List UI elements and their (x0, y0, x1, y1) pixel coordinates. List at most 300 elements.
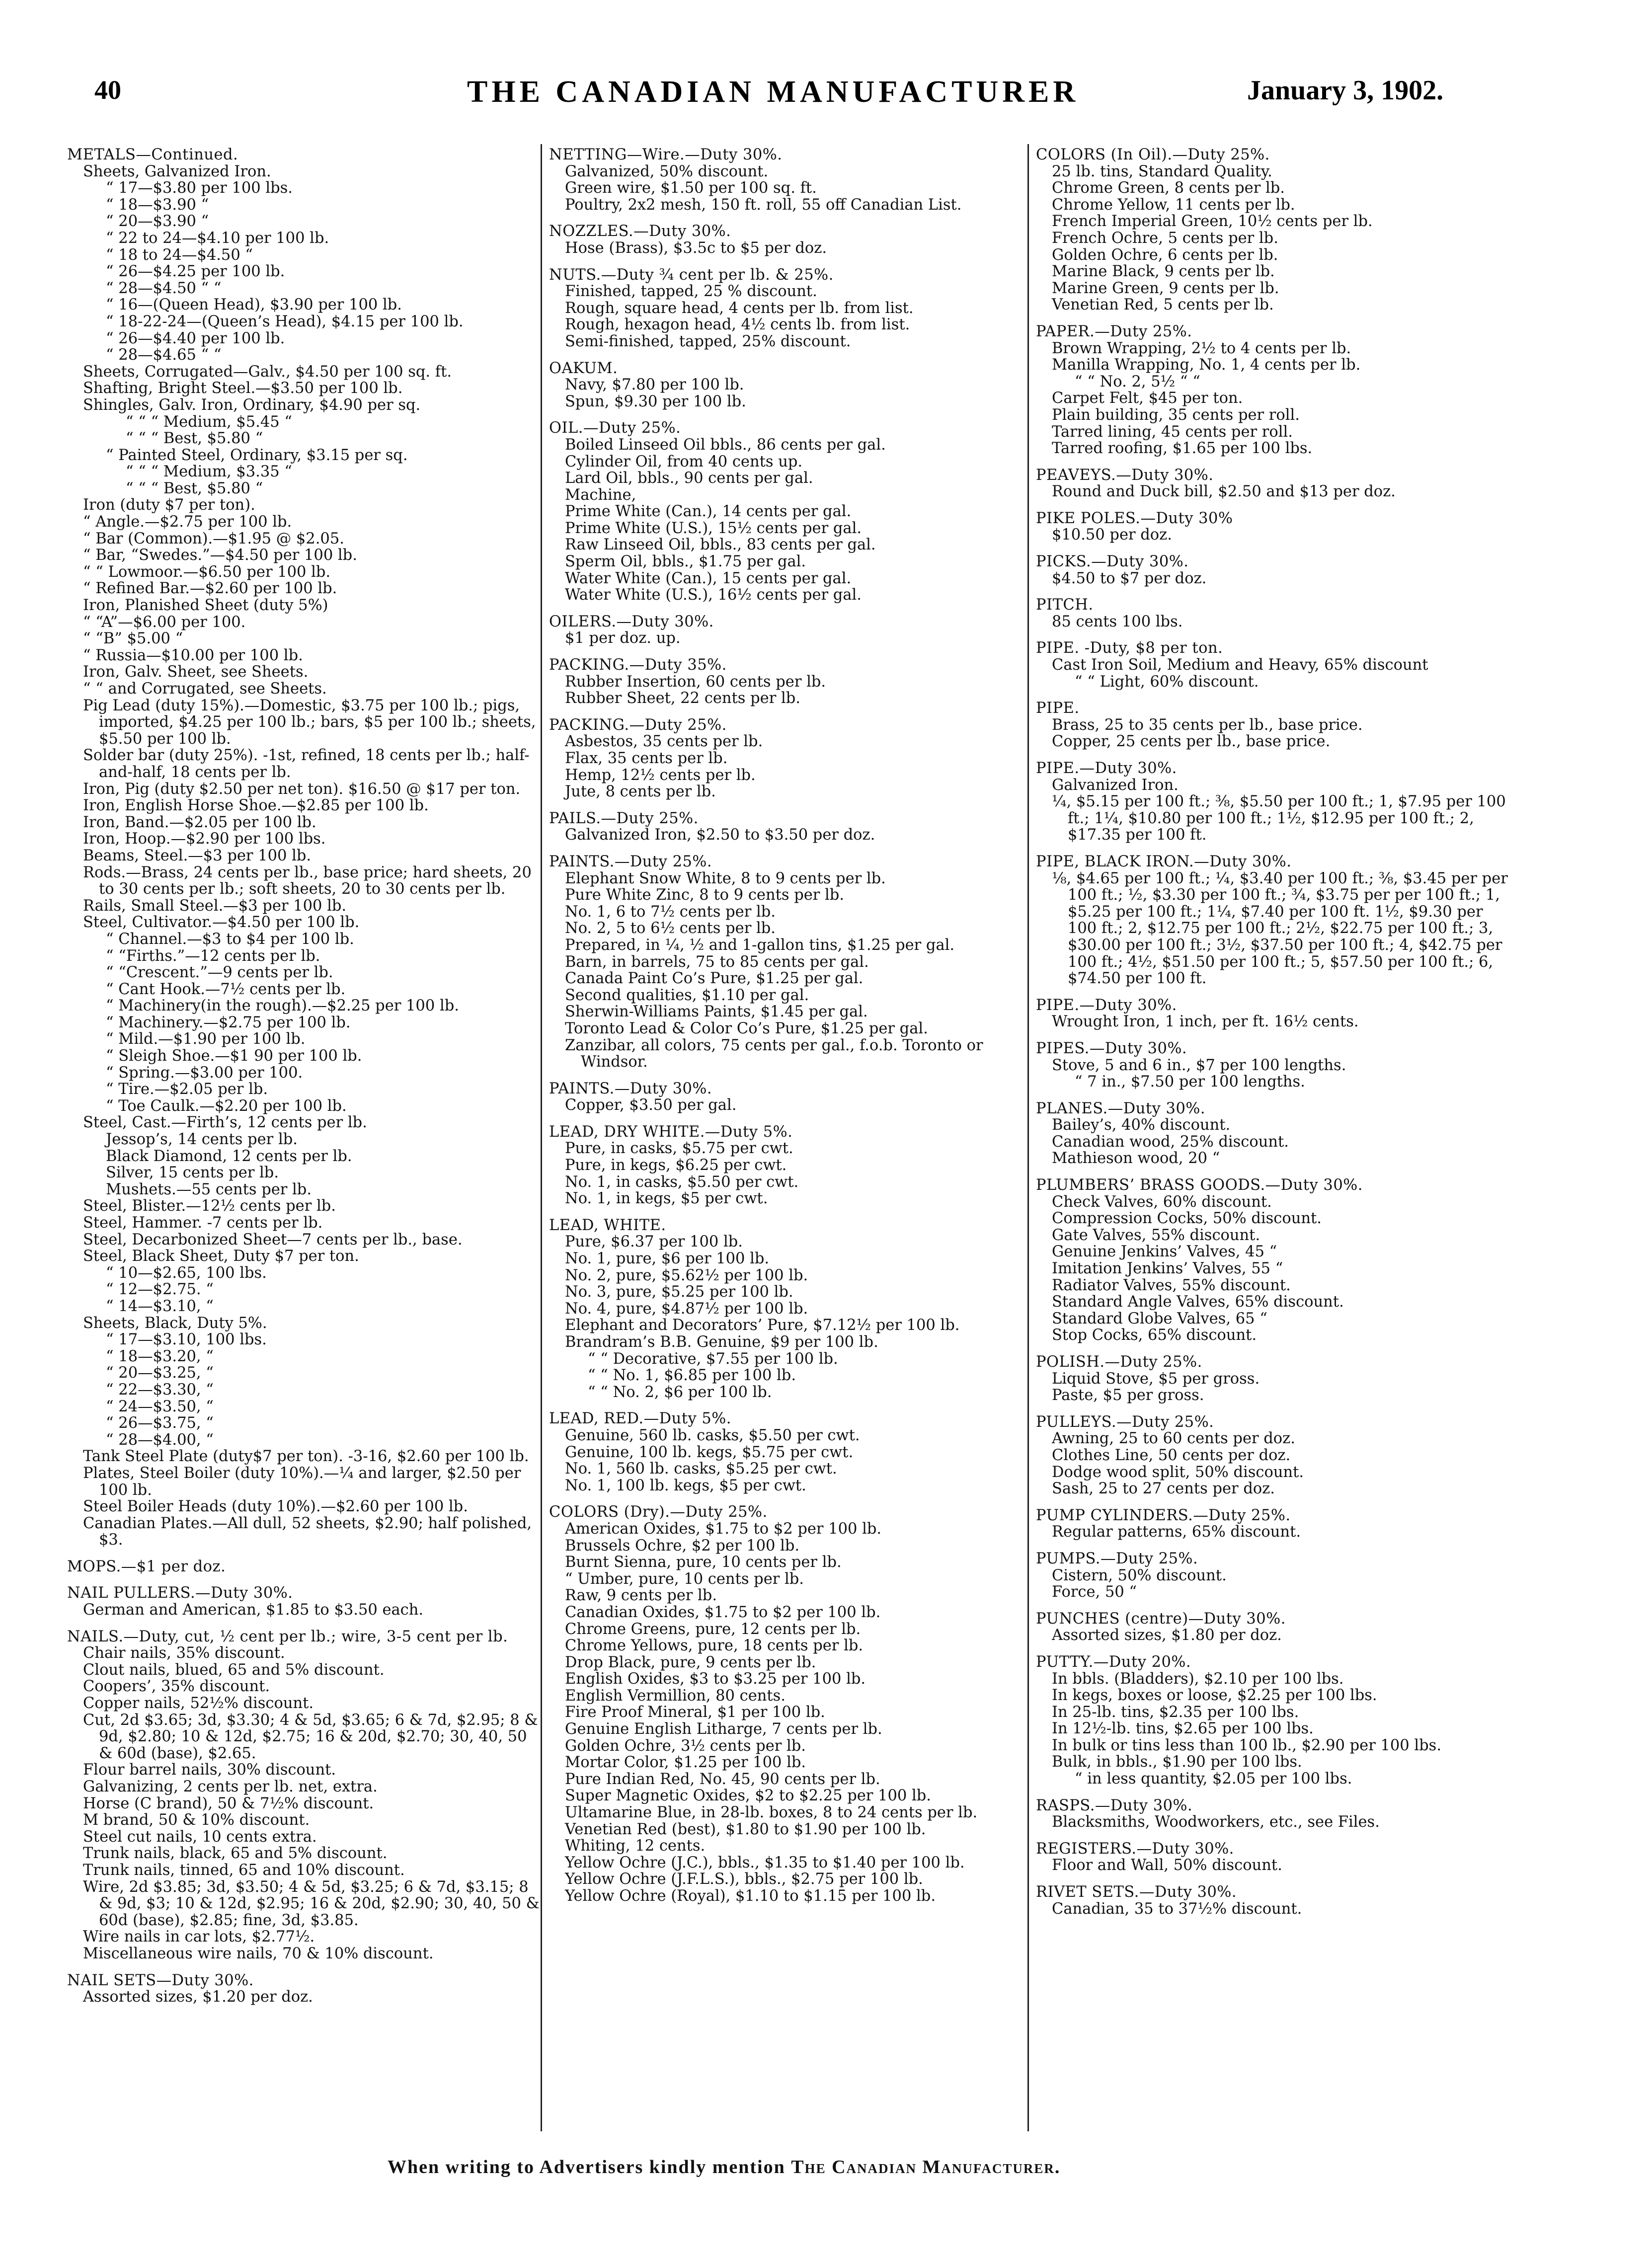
section-heading: OAKUM. (549, 359, 618, 377)
price-line: Genuine Jenkins’ Valves, 45 “ (1052, 1243, 1277, 1261)
price-section (1036, 1507, 1513, 1541)
price-section (549, 1410, 1031, 1494)
price-section (1036, 700, 1513, 750)
price-line: “ 17—$3.10, 100 lbs. (106, 1331, 267, 1349)
price-line: Elephant Snow White, 8 to 9 cents per lb. (565, 869, 886, 887)
price-line: No. 1, pure, $6 per 100 lb. (565, 1250, 770, 1268)
price-line: “ Angle.—$2.75 per 100 lb. (83, 513, 292, 531)
price-line: Copper nails, 52½% discount. (83, 1695, 314, 1712)
price-section (1036, 1040, 1513, 1090)
section-heading: PLANES.—Duty 30%. (1036, 1099, 1206, 1117)
price-line: “ Bar, “Swedes.”—$4.50 per 100 lb. (83, 546, 357, 564)
price-section (549, 614, 1031, 647)
price-section (549, 267, 1031, 350)
price-line: Shingles, Galv. Iron, Ordinary, $4.90 per sq. (83, 396, 421, 414)
price-line: “ 18-22-24—(Queen’s Head), $4.15 per 100 lb. (106, 312, 464, 330)
price-line: Beams, Steel.—$3 per 100 lb. (83, 847, 312, 864)
price-section (1036, 147, 1513, 313)
section-heading: PICKS.—Duty 30%. (1036, 553, 1189, 571)
price-line: No. 1, 6 to 7½ cents per lb. (565, 903, 776, 921)
price-line: Trunk nails, tinned, 65 and 10% discount. (83, 1861, 405, 1879)
price-line: Miscellaneous wire nails, 70 & 10% discount. (83, 1945, 434, 1962)
section-heading: METALS—Continued. (67, 146, 238, 163)
price-section (549, 420, 1031, 604)
price-section (1036, 467, 1513, 500)
price-line: No. 1, in casks, $5.50 per cwt. (565, 1173, 799, 1191)
price-line: Standard Angle Valves, 65% discount. (1052, 1293, 1344, 1311)
price-line: Plain building, 35 cents per roll. (1052, 406, 1300, 424)
price-line: Marine Green, 9 cents per lb. (1052, 279, 1279, 297)
price-line: Marine Black, 9 cents per lb. (1052, 263, 1275, 281)
price-line: Brass, 25 to 35 cents per lb., base price. (1052, 716, 1363, 734)
price-line: “ Channel.—$3 to $4 per 100 lb. (106, 930, 354, 948)
price-line: Iron, Pig (duty $2.50 per net ton). $16.50 @ $17 per ton. (83, 780, 521, 798)
price-line: Chrome Yellows, pure, 18 cents per lb. (565, 1637, 864, 1655)
price-line: “ 16—(Queen Head), $3.90 per 100 lb. (106, 296, 402, 314)
section-heading: PAPER.—Duty 25%. (1036, 322, 1192, 340)
price-line: “ Tire.—$2.05 per lb. (106, 1081, 268, 1098)
price-section (549, 223, 1031, 256)
section-heading: PIKE POLES.—Duty 30% (1036, 509, 1233, 527)
price-line: Cylinder Oil, from 40 cents up. (565, 453, 803, 470)
price-line: “ Refined Bar.—$2.60 per 100 lb. (83, 580, 337, 598)
price-line: Genuine English Litharge, 7 cents per lb. (565, 1720, 882, 1738)
price-line: Super Magnetic Oxides, $2 to $2.25 per 100 lb. (565, 1787, 931, 1805)
section-heading: NAIL PULLERS.—Duty 30%. (67, 1584, 293, 1602)
price-line: Tarred lining, 45 cents per roll. (1052, 423, 1293, 441)
section-heading: NETTING—Wire.—Duty 30%. (549, 146, 783, 163)
price-section (549, 657, 1031, 707)
price-line: Dodge wood split, 50% discount. (1052, 1463, 1304, 1481)
price-line: Canada Paint Co’s Pure, $1.25 per gal. (565, 970, 864, 988)
price-line: In 25-lb. tins, $2.35 per 100 lbs. (1052, 1703, 1299, 1721)
price-line: Clothes Line, 50 cents per doz. (1052, 1446, 1291, 1464)
price-line: French Imperial Green, 10½ cents per lb. (1052, 213, 1373, 231)
price-line: Assorted sizes, $1.80 per doz. (1052, 1627, 1282, 1644)
price-line: Navy, $7.80 per 100 lb. (565, 376, 744, 394)
price-line: Paste, $5 per gross. (1052, 1387, 1204, 1404)
price-line: “ “ No. 2, $6 per 100 lb. (588, 1383, 772, 1401)
price-line: Pure Indian Red, No. 45, 90 cents per lb. (565, 1770, 880, 1788)
price-line: Steel, Blister.—12½ cents per lb. (83, 1197, 336, 1215)
price-column-3 (1036, 147, 1513, 1927)
price-section (549, 147, 1031, 213)
price-line: Galvanized Iron, $2.50 to $3.50 per doz. (565, 826, 875, 844)
price-line: Shafting, Bright Steel.—$3.50 per 100 lb. (83, 380, 403, 397)
price-line: Cast Iron Soil, Medium and Heavy, 65% discount (1052, 656, 1428, 674)
section-heading: COLORS (In Oil).—Duty 25%. (1036, 146, 1270, 163)
section-heading: PUMPS.—Duty 25%. (1036, 1550, 1198, 1567)
section-heading: PULLEYS.—Duty 25%. (1036, 1413, 1214, 1431)
price-line: “ 28—$4.50 “ “ (106, 279, 222, 297)
price-line: Check Valves, 60% discount. (1052, 1193, 1272, 1211)
price-line: Horse (C brand), 50 & 7½% discount. (83, 1794, 374, 1812)
section-heading: OILERS.—Duty 30%. (549, 613, 714, 630)
price-line: Iron, Planished Sheet (duty 5%) (83, 597, 328, 615)
price-line: Canadian Oxides, $1.75 to $2 per 100 lb. (565, 1603, 881, 1621)
price-column-2 (549, 147, 1031, 1915)
price-line: “ 28—$4.00, “ (106, 1431, 214, 1449)
price-line: Stop Cocks, 65% discount. (1052, 1326, 1257, 1344)
price-line: Chrome Greens, pure, 12 cents per lb. (565, 1620, 861, 1638)
price-line: Green wire, $1.50 per 100 sq. ft. (565, 179, 817, 197)
price-line: “ Machinery(in the rough).—$2.25 per 100 lb. (106, 997, 459, 1015)
price-line: “ in less quantity, $2.05 per 100 lbs. (1075, 1770, 1352, 1788)
price-line: “ Mild.—$1.90 per 100 lb. (106, 1030, 306, 1048)
price-line: Wire nails in car lots, $2.77½. (83, 1928, 315, 1946)
price-line: “ 24—$3.50, “ (106, 1398, 214, 1415)
price-line: Sash, 25 to 27 cents per doz. (1052, 1480, 1275, 1498)
price-line: Rods.—Brass, 24 cents per lb., base price; hard sheets, 20 to 30 cents per lb.; soft sheets, 20 to 30 cents per lb. (83, 863, 532, 898)
section-heading: PAINTS.—Duty 30%. (549, 1080, 712, 1097)
price-section (67, 147, 544, 1549)
price-line: Prime White (Can.), 14 cents per gal. (565, 503, 852, 521)
price-line: “ “ Decorative, $7.55 per 100 lb. (588, 1350, 838, 1368)
price-line: Mathieson wood, 20 “ (1052, 1150, 1220, 1167)
price-line: Galvanized Iron. (1052, 776, 1179, 794)
price-line: Venetian Red, 5 cents per lb. (1052, 296, 1274, 314)
price-line: Flax, 35 cents per lb. (565, 750, 728, 767)
price-section (67, 1972, 544, 2006)
price-line: Radiator Valves, 55% discount. (1052, 1276, 1291, 1294)
price-line: Yellow Ochre (Royal), $1.10 to $1.15 per 100 lb. (565, 1887, 936, 1905)
price-section (1036, 1551, 1513, 1601)
price-line: “ Spring.—$3.00 per 100. (106, 1064, 303, 1082)
price-section (1036, 760, 1513, 844)
price-line: Sheets, Corrugated—Galv., $4.50 per 100 sq. ft. (83, 363, 452, 381)
price-line: “ “B” $5.00 “ (83, 630, 183, 648)
price-line: Pure, in casks, $5.75 per cwt. (565, 1140, 793, 1158)
price-section (1036, 1884, 1513, 1917)
price-section (67, 1585, 544, 1618)
price-line: No. 3, pure, $5.25 per 100 lb. (565, 1283, 793, 1301)
price-line: Steel, Cultivator.—$4.50 per 100 lb. (83, 914, 360, 932)
price-line: Gate Valves, 55% discount. (1052, 1226, 1260, 1244)
price-line: “ “ “ Medium, $3.35 “ (126, 463, 292, 481)
price-line: In kegs, boxes or loose, $2.25 per 100 lbs. (1052, 1687, 1377, 1705)
price-line: Canadian Plates.—All dull, 52 sheets, $2.90; half polished, $3. (83, 1514, 532, 1549)
price-line: Mortar Color, $1.25 per 100 lb. (565, 1754, 806, 1772)
price-section (67, 1629, 544, 1962)
section-heading: PIPE. -Duty, $8 per ton. (1036, 639, 1223, 657)
price-line: Chair nails, 35% discount. (83, 1644, 285, 1662)
price-line: Rubber Sheet, 22 cents per lb. (565, 690, 800, 707)
price-line: 85 cents 100 lbs. (1052, 613, 1183, 630)
price-line: Force, 50 “ (1052, 1583, 1137, 1601)
section-heading: REGISTERS.—Duty 30%. (1036, 1840, 1234, 1858)
price-line: “ Russia—$10.00 per 100 lb. (83, 646, 303, 664)
price-line: Cut, 2d $3.65; 3d, $3.30; 4 & 5d, $3.65; 6 & 7d, $2.95; 8 & 9d, $2.80; 10 & 12d, $2.75; 16 & 20d, $2.70; 30, 40, 50 & 60d (base), $2.65. (83, 1711, 538, 1762)
price-line: French Ochre, 5 cents per lb. (1052, 229, 1278, 247)
price-line: Coopers’, 35% discount. (83, 1678, 270, 1696)
price-line: “ 28—$4.65 “ “ (106, 346, 222, 364)
section-heading: PEAVEYS.—Duty 30%. (1036, 466, 1214, 484)
price-line: Yellow Ochre (J.F.L.S.), bbls., $2.75 per 100 lb. (565, 1870, 923, 1888)
price-section (1036, 323, 1513, 457)
price-line: Asbestos, 35 cents per lb. (565, 733, 763, 751)
price-line: No. 2, 5 to 6½ cents per lb. (565, 920, 776, 937)
price-column-1 (67, 147, 544, 2016)
price-section (1036, 597, 1513, 630)
section-heading: PIPES.—Duty 30%. (1036, 1039, 1187, 1057)
price-line: Drop Black, pure, 9 cents per lb. (565, 1653, 816, 1671)
price-line: “ 18—$3.20, “ (106, 1347, 214, 1365)
price-section (1036, 1841, 1513, 1874)
price-line: “ 20—$3.25, “ (106, 1364, 214, 1382)
price-line: Fire Proof Mineral, $1 per 100 lb. (565, 1704, 825, 1721)
price-line: Lard Oil, bbls., 90 cents per gal. (565, 469, 813, 487)
price-line: Manilla Wrapping, No. 1, 4 cents per lb. (1052, 356, 1361, 374)
price-line: Prime White (U.S.), 15½ cents per gal. (565, 519, 862, 537)
section-heading: PIPE.—Duty 30%. (1036, 760, 1177, 777)
price-line: “ “ No. 2, 5½ “ “ (1075, 373, 1200, 390)
price-line: English Vermillion, 80 cents. (565, 1687, 786, 1705)
price-section (1036, 640, 1513, 690)
section-heading: PUTTY.—Duty 20%. (1036, 1653, 1191, 1671)
price-line: Round and Duck bill, $2.50 and $13 per doz. (1052, 483, 1396, 501)
price-line: “ “A”—$6.00 per 100. (83, 613, 246, 631)
price-line: Brown Wrapping, 2½ to 4 cents per lb. (1052, 339, 1351, 357)
price-line: Genuine, 100 lb. kegs, $5.75 per cwt. (565, 1443, 854, 1461)
price-line: Jessop’s, 14 cents per lb. (106, 1131, 298, 1149)
price-line: “ 26—$4.25 per 100 lb. (106, 263, 285, 281)
section-heading: LEAD, WHITE. (549, 1216, 666, 1234)
price-line: No. 1, in kegs, $5 per cwt. (565, 1190, 768, 1208)
price-line: Bailey’s, 40% discount. (1052, 1116, 1231, 1134)
price-line: Sheets, Galvanized Iron. (83, 162, 271, 180)
price-line: Silver, 15 cents per lb. (106, 1164, 279, 1182)
price-line: Toronto Lead & Color Co’s Pure, $1.25 per gal. (565, 1019, 928, 1037)
price-line: Pig Lead (duty 15%).—Domestic, $3.75 per 100 lb.; pigs, imported, $4.25 per 100 lb.; bars, $5 per 100 lb.; sheets, $5.50 per 100 lb. (83, 697, 536, 748)
price-line: No. 1, 560 lb. casks, $5.25 per cwt. (565, 1460, 837, 1478)
section-heading: RASPS.—Duty 30%. (1036, 1796, 1193, 1814)
price-section (549, 717, 1031, 800)
section-heading: NUTS.—Duty ¾ cent per lb. & 25%. (549, 266, 834, 284)
price-line: Clout nails, blued, 65 and 5% discount. (83, 1661, 385, 1679)
price-line: “ “ and Corrugated, see Sheets. (83, 680, 327, 698)
price-line: Tarred roofing, $1.65 per 100 lbs. (1052, 440, 1313, 458)
price-line: Wrought Iron, 1 inch, per ft. 16½ cents. (1052, 1013, 1359, 1031)
price-line: No. 2, pure, $5.62½ per 100 lb. (565, 1266, 808, 1284)
section-heading: PUMP CYLINDERS.—Duty 25%. (1036, 1506, 1291, 1524)
price-line: Mushets.—55 cents per lb. (106, 1180, 312, 1198)
price-line: “ 12—$2.75. “ (106, 1281, 214, 1299)
price-line: Blacksmiths, Woodworkers, etc., see Files. (1052, 1813, 1380, 1831)
price-line: “ 18—$3.90 “ (106, 196, 209, 214)
price-line: Floor and Wall, 50% discount. (1052, 1857, 1282, 1874)
price-line: English Oxides, $3 to $3.25 per 100 lb. (565, 1670, 866, 1688)
price-line: M brand, 50 & 10% discount. (83, 1811, 310, 1829)
price-line: Venetian Red (best), $1.80 to $1.90 per 100 lb. (565, 1820, 926, 1838)
price-line: “ “ “ Best, $5.80 “ (126, 479, 263, 497)
price-line: Steel cut nails, 10 cents extra. (83, 1828, 317, 1846)
price-line: “ 10—$2.65, 100 lbs. (106, 1264, 267, 1282)
price-line: Rough, hexagon head, 4½ cents lb. from list. (565, 316, 910, 334)
price-line: Compression Cocks, 50% discount. (1052, 1210, 1322, 1228)
footer-publication: The Canadian Manufacturer. (791, 2157, 1061, 2178)
price-line: Pure, in kegs, $6.25 per cwt. (565, 1157, 787, 1174)
section-heading: POLISH.—Duty 25%. (1036, 1353, 1202, 1371)
price-line: Jute, 8 cents per lb. (565, 783, 716, 801)
price-section (1036, 1654, 1513, 1788)
price-line: “ 22—$3.30, “ (106, 1381, 214, 1399)
price-line: “ Cant Hook.—7½ cents per lb. (106, 980, 346, 998)
price-line: Raw Linseed Oil, bbls., 83 cents per gal. (565, 536, 876, 554)
price-line: Whiting, 12 cents. (565, 1837, 706, 1855)
price-line: Tank Steel Plate (duty$7 per ton). -3-16, $2.60 per 100 lb. (83, 1448, 529, 1466)
price-line: Barn, in barrels, 75 to 85 cents per gal. (565, 953, 869, 971)
price-line: Machine, (565, 486, 636, 504)
price-line: Solder bar (duty 25%). -1st, refined, 18 cents per lb.; half-and-half, 18 cents per lb. (83, 747, 530, 781)
price-line: Poultry, 2x2 mesh, 150 ft. roll, 55 off Canadian List. (565, 196, 962, 214)
price-section (1036, 1414, 1513, 1497)
price-section (549, 810, 1031, 844)
price-line: Canadian wood, 25% discount. (1052, 1133, 1289, 1151)
price-line: German and American, $1.85 to $3.50 each. (83, 1601, 424, 1619)
price-line: Rough, square head, 4 cents per lb. from list. (565, 299, 914, 317)
price-line: “ “Firths.”—12 cents per lb. (106, 947, 320, 965)
price-line: Hemp, 12½ cents per lb. (565, 766, 756, 784)
price-line: Awning, 25 to 60 cents per doz. (1052, 1430, 1295, 1448)
section-heading: OIL.—Duty 25%. (549, 419, 681, 437)
price-line: Steel, Cast.—Firth’s, 12 cents per lb. (83, 1114, 367, 1132)
price-line: Iron, Band.—$2.05 per 100 lb. (83, 813, 316, 831)
section-heading: PACKING.—Duty 25%. (549, 716, 727, 734)
price-line: Raw, 9 cents per lb. (565, 1587, 717, 1605)
price-line: “ Umber, pure, 10 cents per lb. (565, 1570, 804, 1588)
price-line: “ Painted Steel, Ordinary, $3.15 per sq. (106, 446, 408, 464)
price-line: Finished, tapped, 25 % discount. (565, 283, 817, 301)
price-section (549, 1217, 1031, 1401)
price-line: Sherwin-Williams Paints, $1.45 per gal. (565, 1003, 868, 1021)
price-line: Plates, Steel Boiler (duty 10%).—¼ and larger, $2.50 per 100 lb. (83, 1464, 521, 1499)
price-line: Trunk nails, black, 65 and 5% discount. (83, 1845, 388, 1863)
price-line: Genuine, 560 lb. casks, $5.50 per cwt. (565, 1426, 860, 1444)
price-line: Imitation Jenkins’ Valves, 55 “ (1052, 1260, 1283, 1278)
section-heading: PIPE. (1036, 700, 1080, 717)
price-line: “ 7 in., $7.50 per 100 lengths. (1075, 1073, 1305, 1091)
footer-text: When writing to Advertisers kindly mention (388, 2157, 786, 2178)
price-line: Copper, $3.50 per gal. (565, 1096, 737, 1114)
price-section (1036, 1177, 1513, 1344)
price-line: In 12½-lb. tins, $2.65 per 100 lbs. (1052, 1720, 1314, 1738)
price-section (1036, 997, 1513, 1030)
price-line: Hose (Brass), $3.5c to $5 per doz. (565, 239, 827, 257)
section-heading: LEAD, DRY WHITE.—Duty 5%. (549, 1123, 793, 1141)
price-line: “ “ Lowmoor.—$6.50 per 100 lb. (83, 563, 331, 581)
price-line: Steel, Decarbonized Sheet—7 cents per lb., base. (83, 1231, 463, 1248)
advertiser-footer (388, 2156, 1060, 2178)
price-line: ¼, $5.15 per 100 ft.; ⅜, $5.50 per 100 ft.; 1, $7.95 per 100 ft.; 1¼, $10.80 per 100 ft.; 1½, $12.95 per 100 ft.; 2, $17.35 per 100 ft. (1052, 793, 1506, 844)
price-line: Elephant and Decorators’ Pure, $7.12½ per 100 lb. (565, 1317, 960, 1334)
price-line: Iron, English Horse Shoe.—$2.85 per 100 lb. (83, 797, 429, 815)
price-line: Spun, $9.30 per 100 lb. (565, 392, 746, 410)
price-line: Burnt Sienna, pure, 10 cents per lb. (565, 1554, 842, 1571)
price-line: “ Toe Caulk.—$2.20 per 100 lb. (106, 1097, 347, 1115)
section-heading: PIPE, BLACK IRON.—Duty 30%. (1036, 853, 1292, 870)
price-line: American Oxides, $1.75 to $2 per 100 lb. (565, 1520, 882, 1538)
section-heading: PLUMBERS’ BRASS GOODS.—Duty 30%. (1036, 1176, 1363, 1194)
price-line: Assorted sizes, $1.20 per doz. (83, 1988, 313, 2006)
publication-title: THE CANADIAN MANUFACTURER (467, 75, 1080, 109)
price-line: Iron, Hoop.—$2.90 per 100 lbs. (83, 830, 326, 848)
price-line: “ Sleigh Shoe.—$1 90 per 100 lb. (106, 1047, 362, 1065)
price-line: No. 4, pure, $4.87½ per 100 lb. (565, 1300, 808, 1318)
price-line: “ Bar (Common).—$1.95 @ $2.05. (83, 530, 344, 547)
price-line: Steel, Hammer. -7 cents per lb. (83, 1214, 323, 1232)
section-heading: PITCH. (1036, 596, 1094, 614)
price-line: Black Diamond, 12 cents per lb. (106, 1147, 352, 1165)
price-line: Water White (Can.), 15 cents per gal. (565, 569, 852, 587)
price-section (1036, 854, 1513, 987)
price-line: Galvanized, 50% discount. (565, 162, 769, 180)
issue-date: January 3, 1902. (1247, 75, 1444, 106)
section-heading: PAINTS.—Duty 25%. (549, 853, 712, 870)
price-line: Pure White Zinc, 8 to 9 cents per lb. (565, 886, 845, 904)
price-line: Wire, 2d $3.85; 3d, $3.50; 4 & 5d, $3.25; 6 & 7d, $3.15; 8 & 9d, $3; 10 & 12d, $2.95; 16 & 20d, $2.90; 30, 40, 50 & 60d (base), $2.85; fine, 3d, $3.85. (83, 1878, 540, 1929)
section-heading: PACKING.—Duty 35%. (549, 656, 727, 674)
price-line: Zanzibar, all colors, 75 cents per gal., f.o.b. Toronto or Windsor. (565, 1036, 983, 1071)
price-line: Yellow Ochre (J.C.), bbls., $1.35 to $1.40 per 100 lb. (565, 1854, 965, 1871)
price-line: Steel Boiler Heads (duty 10%).—$2.60 per 100 lb. (83, 1498, 468, 1516)
price-line: “ 18 to 24—$4.50 “ (106, 246, 253, 264)
price-line: Pure, $6.37 per 100 lb. (565, 1233, 743, 1251)
section-heading: LEAD, RED.—Duty 5%. (549, 1410, 731, 1428)
price-section (549, 1124, 1031, 1207)
price-line: $4.50 to $7 per doz. (1052, 569, 1207, 587)
price-section (1036, 1797, 1513, 1831)
price-line: Sheets, Black, Duty 5%. (83, 1314, 267, 1332)
price-line: Steel, Black Sheet, Duty $7 per ton. (83, 1247, 359, 1265)
price-line: Brandram’s B.B. Genuine, $9 per 100 lb. (565, 1333, 878, 1351)
price-line: “ 20—$3.90 “ (106, 213, 209, 231)
price-line: “ “ “ Medium, $5.45 “ (126, 413, 292, 431)
section-heading: NAILS.—Duty, cut, ½ cent per lb.; wire, 3-5 cent per lb. (67, 1628, 508, 1645)
price-line: $1 per doz. up. (565, 629, 681, 647)
price-line: Brussels Ochre, $2 per 100 lb. (565, 1537, 800, 1555)
price-line: “ Machinery.—$2.75 per 100 lb. (106, 1013, 351, 1031)
section-heading: RIVET SETS.—Duty 30%. (1036, 1883, 1237, 1901)
price-line: Flour barrel nails, 30% discount. (83, 1761, 336, 1779)
price-line: Water White (U.S.), 16½ cents per gal. (565, 586, 862, 604)
section-heading: COLORS (Dry).—Duty 25%. (549, 1503, 768, 1521)
price-line: In bbls. (Bladders), $2.10 per 100 lbs. (1052, 1670, 1344, 1688)
price-line: “ 14—$3.10, “ (106, 1297, 214, 1315)
section-heading: PIPE.—Duty 30%. (1036, 996, 1177, 1014)
price-line: Iron (duty $7 per ton). (83, 496, 255, 514)
price-line: Ultamarine Blue, in 28-lb. boxes, 8 to 24 cents per lb. (565, 1804, 978, 1822)
section-heading: MOPS.—$1 per doz. (67, 1557, 226, 1575)
price-line: Standard Globe Valves, 65 “ (1052, 1310, 1267, 1327)
price-section (1036, 1611, 1513, 1644)
price-line: Cistern, 50% discount. (1052, 1566, 1227, 1584)
price-section (549, 1081, 1031, 1114)
price-line: Bulk, in bbls., $1.90 per 100 lbs. (1052, 1753, 1302, 1771)
price-line: Canadian, 35 to 37½% discount. (1052, 1900, 1302, 1918)
price-line: “ 26—$4.40 per 100 lb. (106, 329, 285, 347)
price-line: Galvanizing, 2 cents per lb. net, extra. (83, 1778, 378, 1795)
price-section (1036, 1354, 1513, 1404)
section-heading: PUNCHES (centre)—Duty 30%. (1036, 1610, 1286, 1628)
price-line: “ 22 to 24—$4.10 per 100 lb. (106, 229, 329, 247)
price-section (1036, 1100, 1513, 1167)
price-section (549, 360, 1031, 410)
price-line: $10.50 per doz. (1052, 526, 1172, 544)
price-line: Golden Ochre, 3½ cents per lb. (565, 1737, 806, 1755)
price-line: Sperm Oil, bbls., $1.75 per gal. (565, 553, 806, 571)
price-line: “ “ “ Best, $5.80 “ (126, 430, 263, 448)
price-line: 25 lb. tins, Standard Quality. (1052, 162, 1272, 180)
